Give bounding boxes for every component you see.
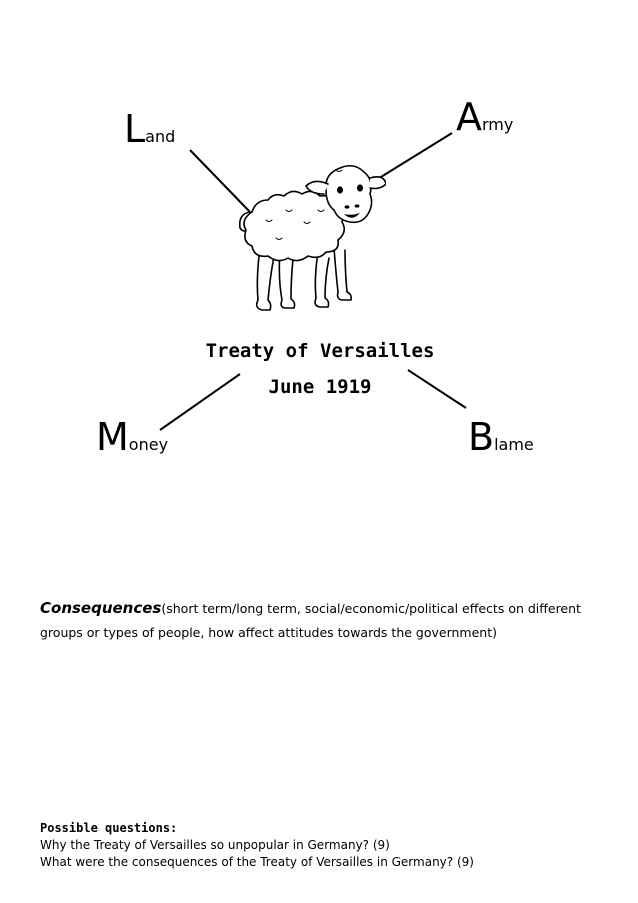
money-rest: oney (128, 435, 169, 454)
possible-questions-heading: Possible questions: (40, 821, 178, 835)
treaty-date: June 1919 (268, 376, 372, 398)
lamb-icon (226, 160, 386, 326)
consequences-heading: Consequences (40, 599, 162, 617)
blame-rest: lame (494, 435, 534, 454)
question-item: What were the consequences of the Treaty of Versailles in Germany? (9) (40, 855, 474, 869)
army-initial: A (456, 95, 482, 139)
blame-label (468, 415, 534, 459)
consequences-section (40, 596, 620, 645)
possible-questions-section (40, 820, 474, 871)
blame-initial: B (468, 415, 495, 459)
question-item: Why the Treaty of Versailles so unpopular in Germany? (9) (40, 838, 390, 852)
money-initial: M (96, 415, 129, 459)
money-label (96, 415, 169, 459)
army-label (456, 95, 514, 139)
consequences-detail: (short term/long term, social/economic/political effects on different groups or types of people, how affect attitudes towards the government) (40, 601, 581, 640)
land-rest: and (145, 127, 176, 146)
land-initial: L (124, 107, 146, 151)
land-label (124, 107, 176, 151)
treaty-title: Treaty of Versailles (205, 340, 435, 362)
army-rest: rmy (482, 115, 514, 134)
